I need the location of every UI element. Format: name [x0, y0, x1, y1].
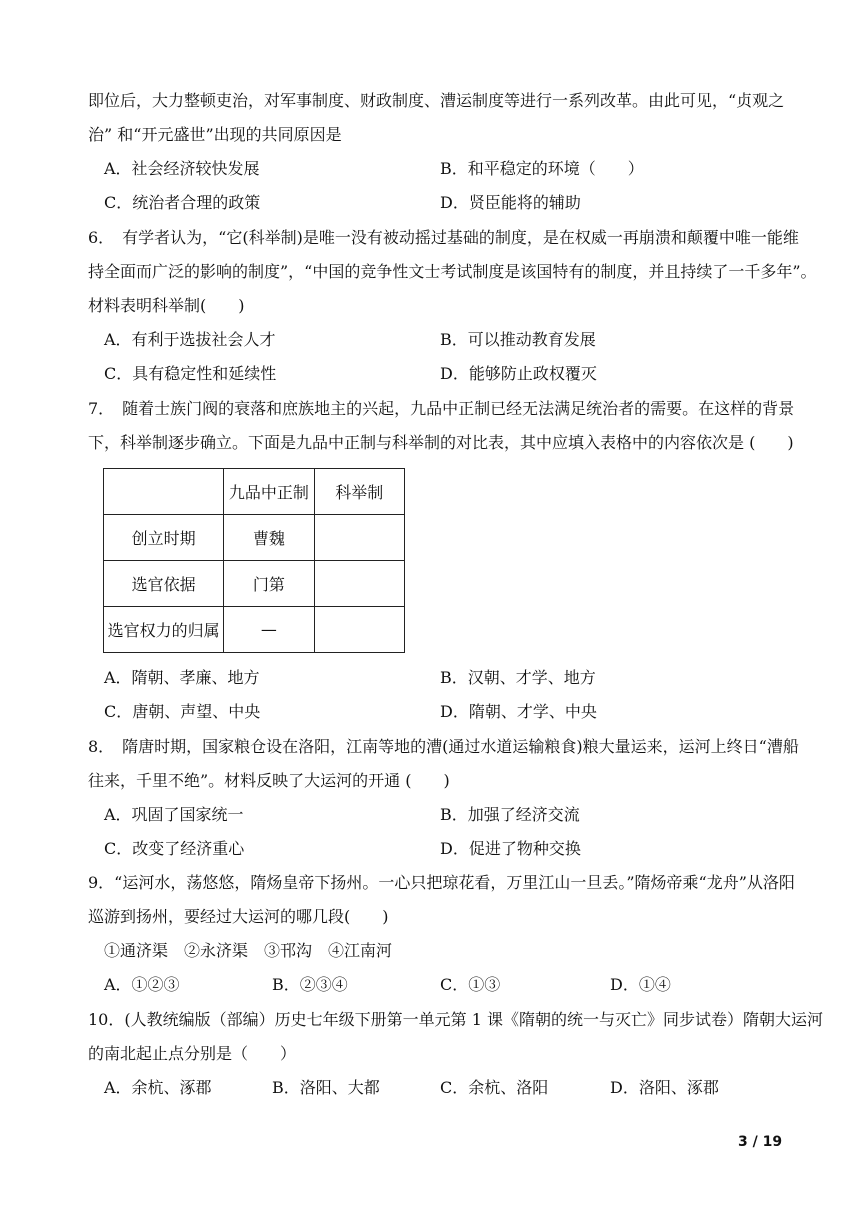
q9-items: ①通济渠 ②永济渠 ③邗沟 ④江南河 — [104, 941, 393, 960]
q9-text-line2: 巡游到扬州，要经过大运河的哪几段( ) — [88, 907, 389, 926]
table-header-cell — [104, 469, 224, 515]
q6-option-b: B．可以推动教育发展 — [440, 330, 596, 349]
table-cell — [314, 515, 404, 561]
q8-text-line1: 8． 隋唐时期，国家粮仓设在洛阳，江南等地的漕(通过水道运输粮食)粮大量运来，运河上终日“漕船 — [88, 737, 799, 756]
q9-option-a: A．①②③ — [104, 975, 180, 994]
q10-option-b: B．洛阳、大都 — [272, 1078, 380, 1097]
q6-text-line3: 材料表明科举制( ) — [88, 296, 245, 315]
table-cell: 门第 — [224, 561, 314, 607]
q10-option-d: D．洛阳、涿郡 — [610, 1078, 719, 1097]
table-cell: — — [224, 607, 314, 653]
page-number: 3 / 19 — [738, 1134, 783, 1150]
q9-option-b: B．②③④ — [272, 975, 348, 994]
q7-text-line2: 下，科举制逐步确立。下面是九品中正制与科举制的对比表，其中应填入表格中的内容依次是 ( ) — [88, 433, 794, 452]
q8-option-b: B．加强了经济交流 — [440, 805, 580, 824]
q6-text-line1: 6． 有学者认为，“它(科举制)是唯一没有被动摇过基础的制度，是在权威一再崩溃和颠覆中唯一能维 — [88, 228, 799, 247]
table-header-cell: 科举制 — [314, 469, 404, 515]
table-cell: 选官依据 — [104, 561, 224, 607]
table-row — [104, 515, 405, 561]
table-header-cell: 九品中正制 — [224, 469, 314, 515]
q8-option-d: D．促进了物种交换 — [440, 839, 581, 858]
q5-option-d: D．贤臣能将的辅助 — [440, 193, 581, 212]
q7-option-a: A．隋朝、孝廉、地方 — [104, 668, 260, 687]
q5-text-line2: 治” 和“开元盛世”出现的共同原因是 — [88, 125, 342, 144]
q9-text-line1: 9．“运河水，荡悠悠，隋炀皇帝下扬州。一心只把琼花看，万里江山一旦丢。”隋炀帝乘“龙舟”从洛阳 — [88, 873, 795, 892]
q10-option-a: A．余杭、涿郡 — [104, 1078, 212, 1097]
table-row — [104, 607, 405, 653]
q10-option-c: C．余杭、洛阳 — [440, 1078, 549, 1097]
q9-option-d: D．①④ — [610, 975, 671, 994]
q7-option-b: B．汉朝、才学、地方 — [440, 668, 596, 687]
table-cell — [314, 561, 404, 607]
q5-option-c: C．统治者合理的政策 — [104, 193, 261, 212]
q8-option-a: A．巩固了国家统一 — [104, 805, 244, 824]
q8-text-line2: 往来，千里不绝”。材料反映了大运河的开通 ( ) — [88, 771, 450, 790]
q7-option-c: C．唐朝、声望、中央 — [104, 702, 261, 721]
q6-option-c: C．具有稳定性和延续性 — [104, 364, 277, 383]
q6-option-d: D．能够防止政权覆灭 — [440, 364, 597, 383]
q5-option-a: A．社会经济较快发展 — [104, 159, 260, 178]
comparison-table — [103, 468, 405, 653]
q6-text-line2: 持全面而广泛的影响的制度”，“中国的竞争性文士考试制度是该国特有的制度，并且持续了一千多年”。 — [88, 262, 817, 281]
q5-option-b: B．和平稳定的环境（ ） — [440, 159, 644, 178]
q6-option-a: A．有利于选拔社会人才 — [104, 330, 276, 349]
table-cell: 选官权力的归属 — [104, 607, 224, 653]
q8-option-c: C．改变了经济重心 — [104, 839, 245, 858]
table-cell — [314, 607, 404, 653]
q9-option-c: C．①③ — [440, 975, 501, 994]
table-cell: 创立时期 — [104, 515, 224, 561]
table-cell: 曹魏 — [224, 515, 314, 561]
q7-option-d: D．隋朝、才学、中央 — [440, 702, 597, 721]
q5-text-line1: 即位后，大力整顿吏治，对军事制度、财政制度、漕运制度等进行一系列改革。由此可见，“贞观之 — [88, 91, 785, 110]
table-row — [104, 561, 405, 607]
q10-text-line2: 的南北起止点分别是（ ） — [88, 1044, 297, 1063]
table-header-row — [104, 469, 405, 515]
q7-text-line1: 7． 随着士族门阀的衰落和庶族地主的兴起，九品中正制已经无法满足统治者的需要。在这样的背景 — [88, 399, 795, 418]
q10-text-line1: 10．(人教统编版（部编）历史七年级下册第一单元第 1 课《隋朝的统一与灭亡》同步试卷）隋朝大运河 — [88, 1010, 823, 1029]
